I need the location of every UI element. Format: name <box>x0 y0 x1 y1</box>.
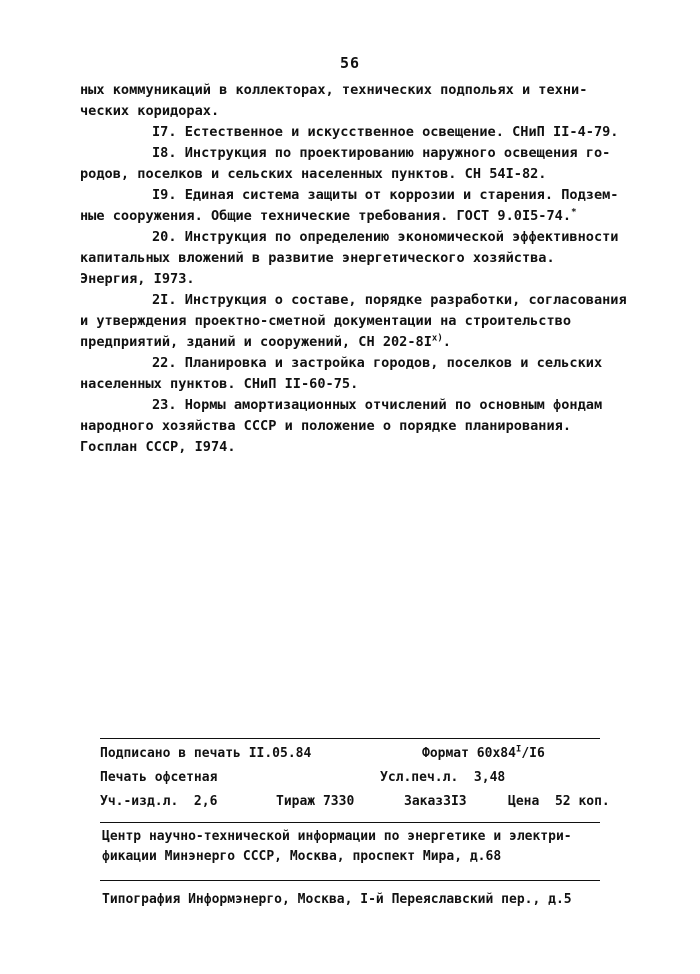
footnote-mark: x) <box>431 333 443 344</box>
page-number: 56 <box>339 54 361 72</box>
price: Цена 52 коп. <box>508 794 610 809</box>
signed-for-print: Подписано в печать II.05.84 <box>100 746 312 761</box>
printer-block <box>102 890 622 910</box>
print-run: Тираж 7330 <box>276 794 355 809</box>
reference-item-20: 20. Инструкция по определению экономической эффективности <box>152 229 619 245</box>
text-line-content: предприятий, зданий и сооружений, СН 202-8I <box>80 334 432 350</box>
text-line: ных коммуникаций в коллекторах, технических подпольях и техни- <box>80 82 588 98</box>
reference-item-23: 23. Нормы амортизационных отчислений по основным фондам <box>152 397 603 413</box>
text-line <box>80 206 620 227</box>
reference-item-18: I8. Инструкция по проектированию наружного освещения го- <box>152 145 611 161</box>
printer-line: Типография Информэнерго, Москва, I-й Переяславский пер., д.5 <box>102 892 572 907</box>
text-line: родов, поселков и сельских населенных пунктов. СН 54I-82. <box>80 166 547 182</box>
format-superscript: I <box>515 744 522 755</box>
format-field <box>422 746 545 761</box>
text-line <box>80 332 620 353</box>
references-list <box>80 80 627 458</box>
publisher-line: фикации Минэнерго СССР, Москва, проспект Мира, д.68 <box>102 849 502 864</box>
reference-item-19: I9. Единая система защиты от коррозии и старения. Подзем- <box>152 187 619 203</box>
divider-rule <box>100 822 600 823</box>
printed-sheets: Усл.печ.л. 3,48 <box>380 770 506 785</box>
format-label: Формат 60x84 <box>422 746 516 761</box>
reference-item-22: 22. Планировка и застройка городов, поселков и сельских <box>152 355 603 371</box>
text-line: капитальных вложений в развитие энергетического хозяйства. <box>80 250 555 266</box>
format-fraction: /I6 <box>521 746 545 761</box>
text-line: ческих коридорах. <box>80 103 220 119</box>
print-type: Печать офсетная <box>100 770 218 785</box>
order-number: Заказ3I3 <box>404 794 467 809</box>
publishing-sheets: Уч.-изд.л. 2,6 <box>100 794 218 809</box>
reference-item-21: 2I. Инструкция о составе, порядке разработки, согласования <box>152 292 627 308</box>
text-line: и утверждения проектно-сметной документации на строительство <box>80 313 572 329</box>
text-line-end: . <box>442 334 451 350</box>
text-line: населенных пунктов. СНиП II-60-75. <box>80 376 359 392</box>
publisher-line: Центр научно-технической информации по энергетике и электри- <box>102 829 572 844</box>
footnote-mark: * <box>571 207 577 218</box>
reference-item-17: I7. Естественное и искусственное освещение. СНиП II-4-79. <box>152 124 619 140</box>
text-line: народного хозяйства СССР и положение о порядке планирования. <box>80 418 572 434</box>
text-line: Энергия, I973. <box>80 271 195 287</box>
text-line: Госплан СССР, I974. <box>80 439 236 455</box>
divider-rule <box>100 738 600 739</box>
text-line-content: ные сооружения. Общие технические требования. ГОСТ 9.0I5-74. <box>80 208 572 224</box>
divider-rule <box>100 880 600 881</box>
publisher-block <box>102 827 622 867</box>
